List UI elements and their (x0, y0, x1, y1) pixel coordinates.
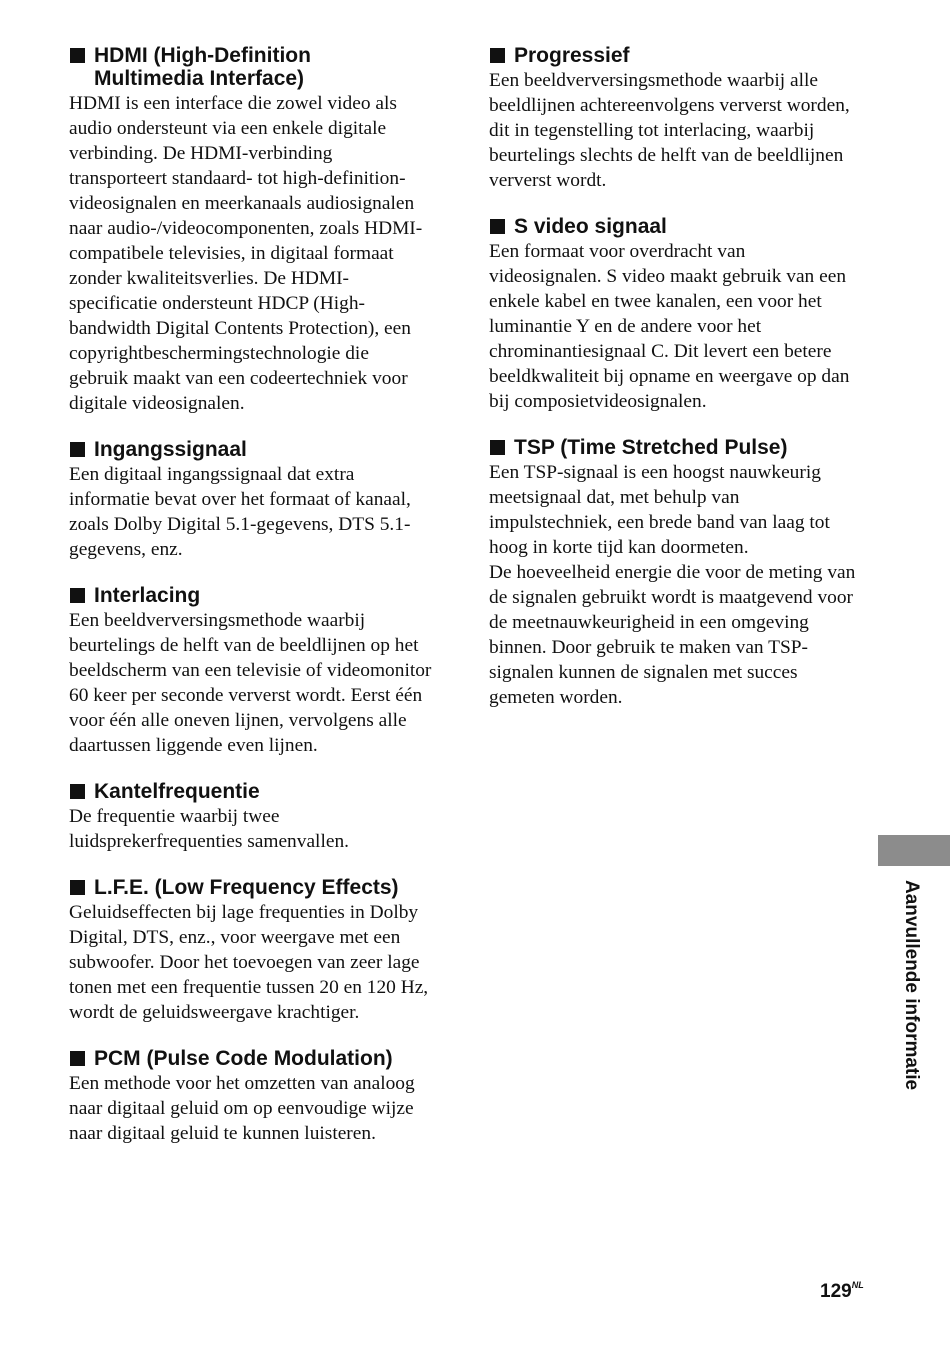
section-tab-marker (878, 835, 950, 866)
square-bullet-icon (490, 440, 505, 455)
glossary-entry-s-video (489, 215, 869, 414)
glossary-entry-lfe (69, 876, 447, 1025)
entry-body: HDMI is een interface die zowel video als audio ondersteunt via een enkele digitale verbinding. De HDMI-verbinding transporteert standaard- tot high-definition- videosignalen en meerkanaals audiosignalen naar audio-/videocomponenten, zoals HDMI- compatibele televisies, in digitaal formaat zonder kwaliteitsverlies. De HDMI- specificatie ondersteunt HDCP (High- bandwidth Digital Contents Protection), een copyrightbeschermingstechnologie die gebruik maakt van een codeertechniek voor digitale videosignalen. (69, 93, 423, 414)
entry-body: Geluidseffecten bij lage frequenties in Dolby Digital, DTS, enz., voor weergave met een subwoofer. Door het toevoegen van zeer lage tonen met een frequentie tussen 20 en 120 Hz, wordt de geluidsweergave krachtiger. (69, 902, 429, 1023)
page-number (820, 1281, 864, 1303)
entry-heading (69, 1047, 447, 1070)
glossary-entry-progressief (489, 44, 869, 193)
square-bullet-icon (490, 48, 505, 63)
square-bullet-icon (70, 784, 85, 799)
entry-heading (489, 44, 869, 67)
square-bullet-icon (70, 880, 85, 895)
square-bullet-icon (70, 588, 85, 603)
entry-title: HDMI (High-Definition Multimedia Interface) (94, 44, 311, 90)
entry-heading (489, 436, 869, 459)
entry-body: Een digitaal ingangssignaal dat extra informatie bevat over het formaat of kanaal, zoals Dolby Digital 5.1-gegevens, DTS 5.1- gegevens, enz. (69, 464, 411, 560)
square-bullet-icon (70, 1051, 85, 1066)
entry-heading (69, 438, 447, 461)
entry-heading (69, 876, 447, 899)
entry-heading (489, 215, 869, 238)
page-number-value: 129 (820, 1281, 852, 1302)
glossary-entry-hdmi (69, 44, 447, 416)
entry-title: L.F.E. (Low Frequency Effects) (94, 876, 399, 899)
entry-body: Een TSP-signaal is een hoogst nauwkeurig meetsignaal dat, met behulp van impulstechniek, een brede band van laag tot hoog in korte tijd kan doormeten. De hoeveelheid energie die voor de meting van de signalen gebruikt wordt is maatgevend voor de meetnauwkeurigheid in een omgeving binnen. Door gebruik te maken van TSP- signalen kunnen de signalen met succes gemeten worden. (489, 462, 856, 708)
entry-body: Een formaat voor overdracht van videosignalen. S video maakt gebruik van een enkele kabel en twee kanalen, een voor het luminantie Y en de andere voor het chrominantiesignaal C. Dit levert een betere beeldkwaliteit bij opname en weergave op dan bij composietvideosignalen. (489, 241, 850, 412)
entry-title: Interlacing (94, 584, 201, 607)
square-bullet-icon (70, 48, 85, 63)
glossary-entry-ingangssignaal (69, 438, 447, 562)
glossary-entry-interlacing (69, 584, 447, 758)
square-bullet-icon (490, 219, 505, 234)
right-column (489, 44, 869, 732)
entry-heading (69, 780, 447, 803)
square-bullet-icon (70, 442, 85, 457)
entry-heading (69, 44, 447, 90)
entry-title: PCM (Pulse Code Modulation) (94, 1047, 393, 1070)
entry-title: Ingangssignaal (94, 438, 247, 461)
glossary-entry-pcm (69, 1047, 447, 1146)
entry-body: Een methode voor het omzetten van analoog naar digitaal geluid om op eenvoudige wijze naar digitaal geluid te kunnen luisteren. (69, 1073, 415, 1144)
entry-title: S video signaal (514, 215, 667, 238)
entry-title: Progressief (514, 44, 630, 67)
entry-body: Een beeldverversingsmethode waarbij alle beeldlijnen achtereenvolgens ververst worden, dit in tegenstelling tot interlacing, waarbij beurtelings slechts de helft van de beeldlijnen ververst wordt. (489, 70, 850, 191)
entry-heading (69, 584, 447, 607)
entry-title: TSP (Time Stretched Pulse) (514, 436, 788, 459)
section-tab-label: Aanvullende informatie (901, 880, 922, 1091)
entry-title: Kantelfrequentie (94, 780, 260, 803)
left-column (69, 44, 447, 1168)
page-language-suffix: NL (851, 1280, 864, 1290)
entry-body: Een beeldverversingsmethode waarbij beurtelings de helft van de beeldlijnen op het beeldscherm van een televisie of videomonitor 60 keer per seconde ververst wordt. Eerst één voor één alle oneven lijnen, vervolgens alle daartussen liggende even lijnen. (69, 610, 432, 756)
glossary-entry-kantelfrequentie (69, 780, 447, 854)
entry-body: De frequentie waarbij twee luidsprekerfrequenties samenvallen. (69, 806, 349, 852)
glossary-entry-tsp (489, 436, 869, 710)
